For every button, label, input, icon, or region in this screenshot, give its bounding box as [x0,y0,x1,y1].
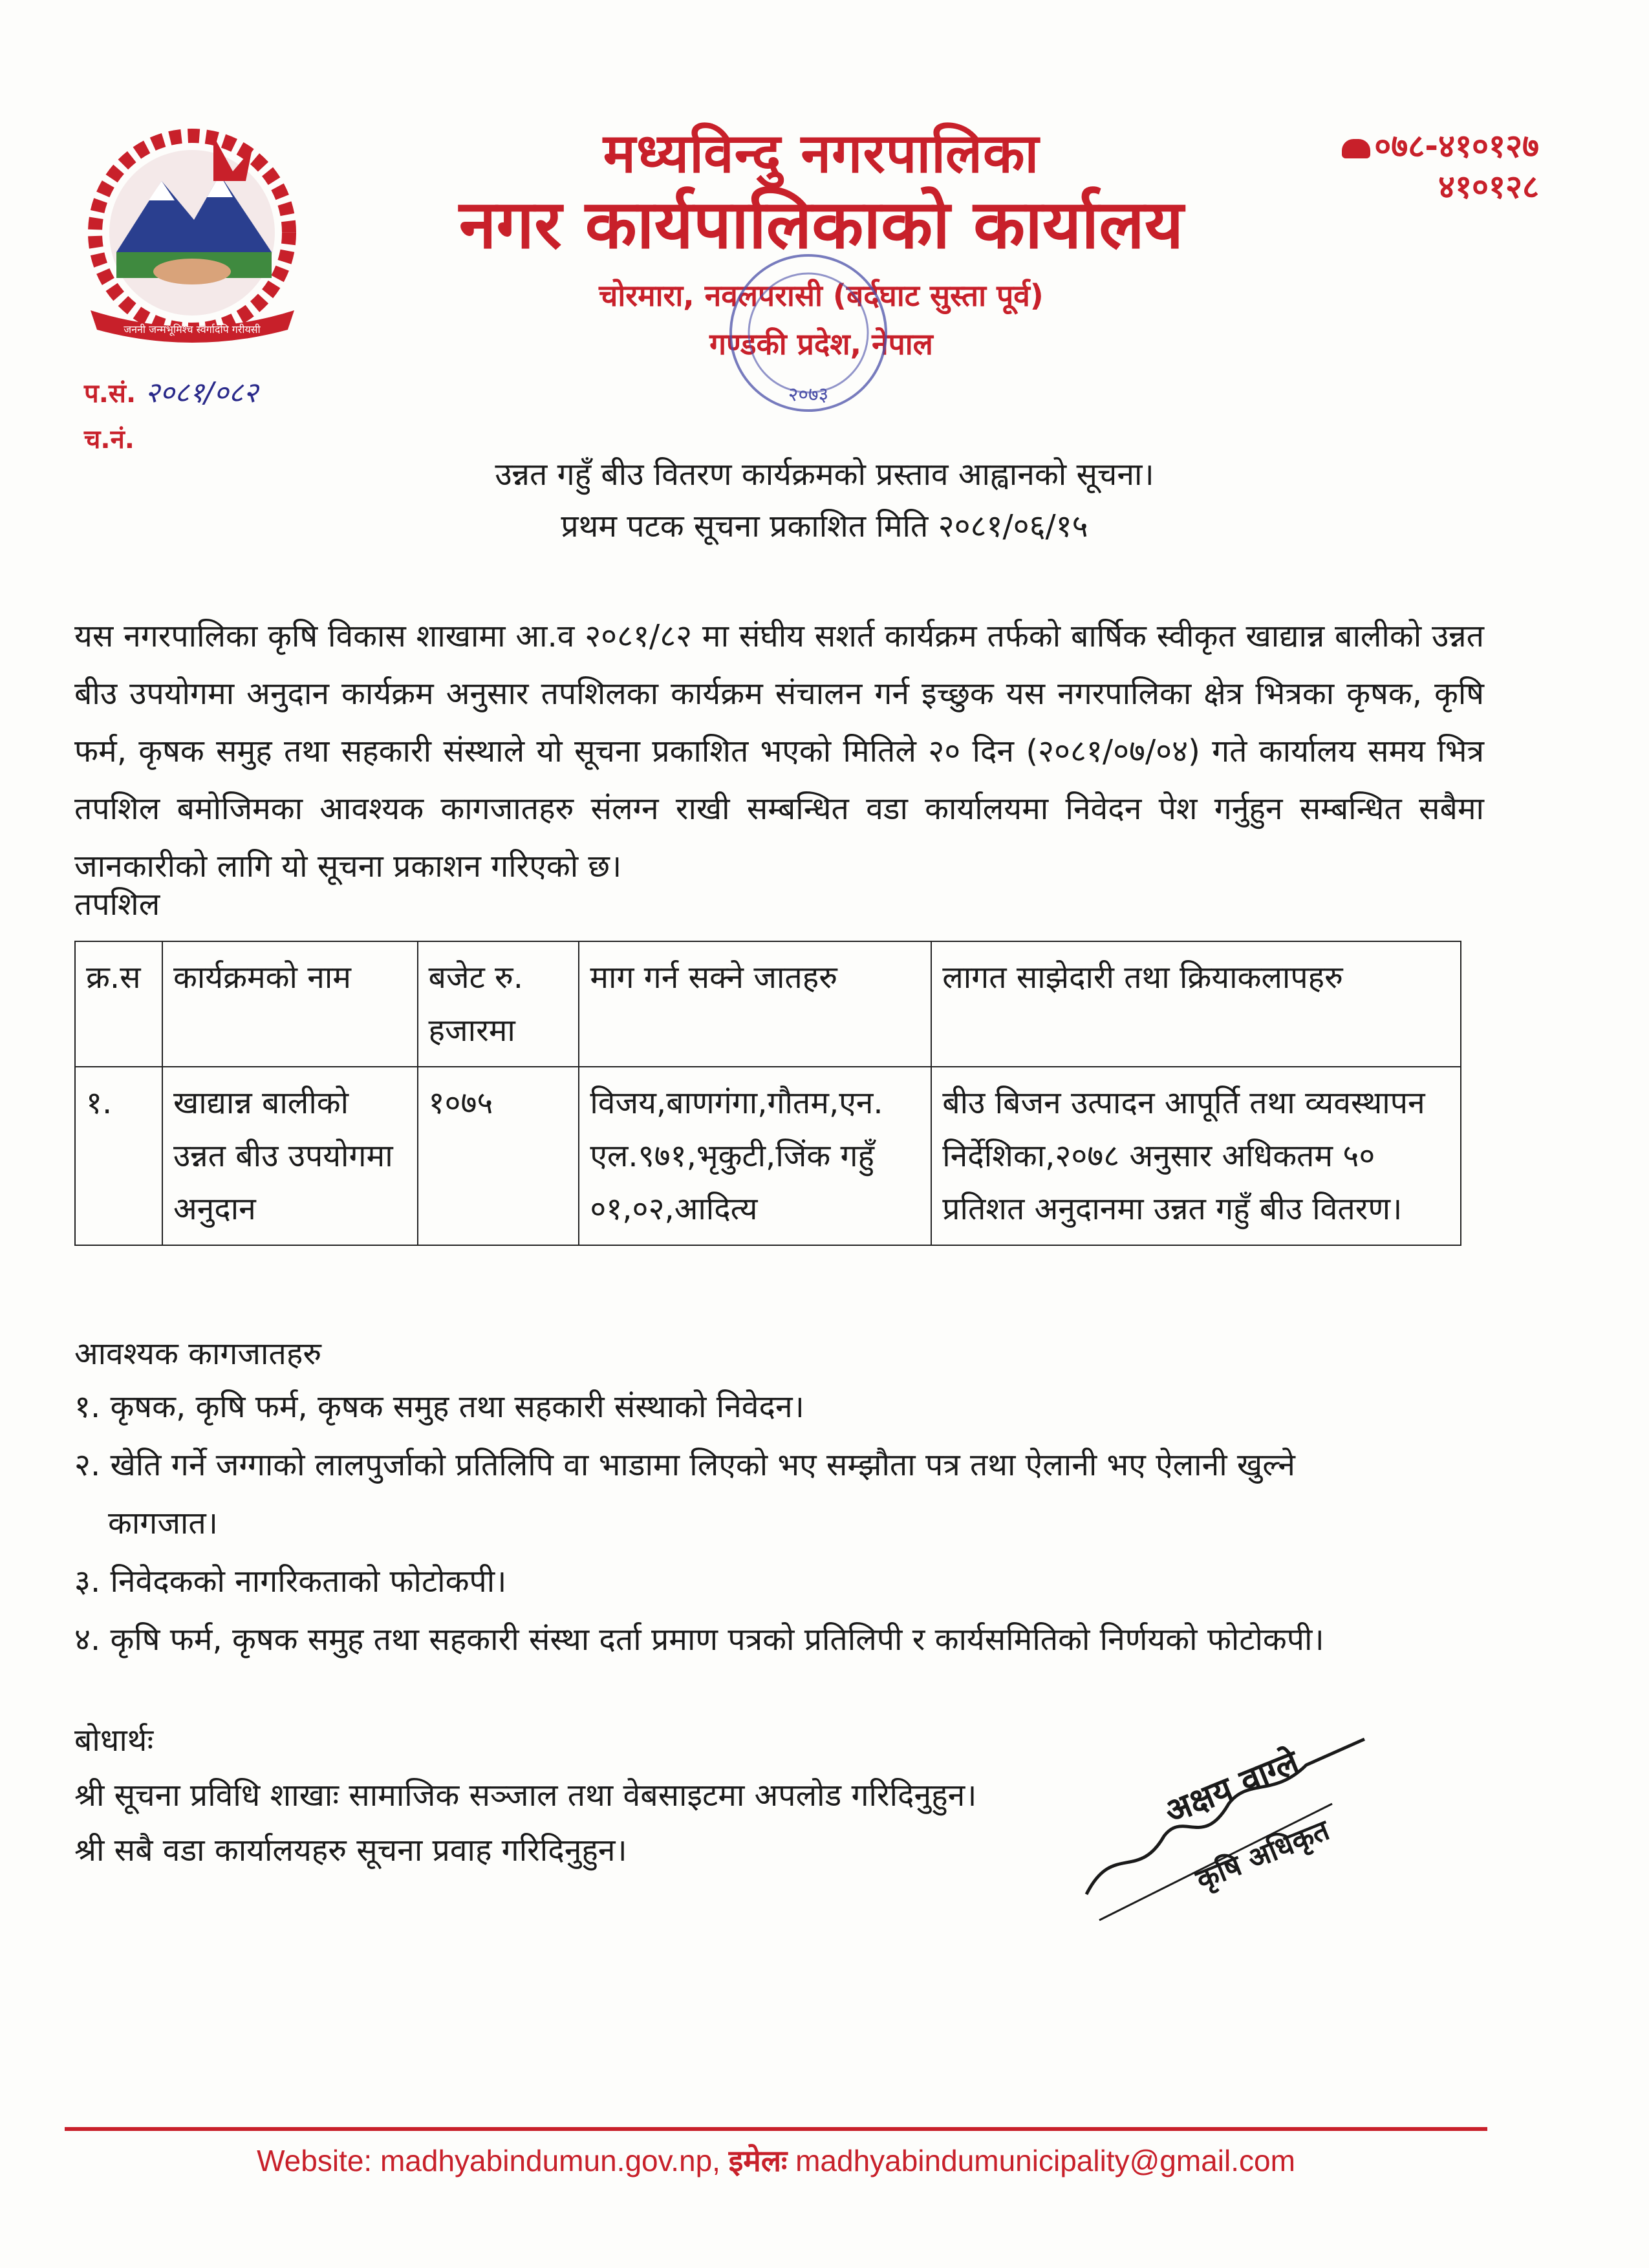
list-item: १. कृषक, कृषि फर्म, कृषक समुह तथा सहकारी संस्थाको निवेदन। [74,1389,804,1425]
list-item: ३. निवेदकको नागरिकताको फोटोकपी। [74,1563,507,1599]
website-link[interactable]: madhyabindumun.gov.np, [380,2144,720,2177]
tapasil-label: तपशिल [74,886,160,923]
bodhartha-line: श्री सबै वडा कार्यालयहरु सूचना प्रवाह गरिदिनुहुन। [74,1832,627,1868]
office-province: गण्डकी प्रदेश, नेपाल [709,326,933,361]
notice-title: उन्नत गहुँ बीउ वितरण कार्यक्रमको प्रस्ताव आह्वानको सूचना। [495,456,1154,493]
phone-number-2: ४१०१२८ [1438,167,1539,206]
stamp-year: २०७३ [788,383,829,406]
telephone-icon [1342,139,1370,158]
footer-divider [65,2127,1487,2131]
office-address: चोरमारा, नवलपरासी (बर्दघाट सुस्ता पूर्व) [599,278,1044,313]
table-header: बजेट रु. हजारमा [418,941,579,1067]
table-header: माग गर्न सक्ने जातहरु [579,941,931,1067]
email-label: इमेलः [728,2144,788,2177]
list-item: कागजात। [108,1505,218,1541]
table-header-row [75,941,1461,1067]
list-item: ४. कृषि फर्म, कृषक समुह तथा सहकारी संस्था दर्ता प्रमाण पत्रको प्रतिलिपी र कार्यसमितिको निर्णयको फोटोकपी। [74,1621,1324,1658]
office-name: नगर कार्यपालिकाको कार्यालय [458,185,1184,264]
ref-value: २०८१/०८२ [145,376,259,409]
table-header: क्र.स [75,941,162,1067]
list-item: २. खेति गर्ने जग्गाको लालपुर्जाको प्रतिलिपि वा भाडामा लिएको भए सम्झौता पत्र तथा ऐलानी भए ऐलानी खुल्ने [74,1447,1295,1483]
table-row [75,1067,1461,1245]
table-header: लागत साझेदारी तथा क्रियाकलापहरु [931,941,1461,1067]
reference-number [84,372,258,411]
signature-scribble [1061,1726,1397,1940]
nepal-emblem-logo [65,123,320,356]
ref-label: प.सं. [84,379,136,409]
program-table [74,941,1461,1246]
emblem-motto: जननी जन्मभूमिश्च स्वर्गादपि गरीयसी [124,323,261,336]
table-cell: विजय,बाणगंगा,गौतम,एन. एल.९७१,भृकुटी,जिंक गहुँ ०१,०२,आदित्य [579,1067,931,1245]
municipality-name: मध्यविन्दु नगरपालिका [603,122,1040,185]
phone-block [1267,126,1539,207]
footer [65,2140,1487,2180]
signatory-name: अक्षय वाग्ले [1159,1742,1305,1832]
requirements-list [74,1380,1484,1671]
notice-body: यस नगरपालिका कृषि विकास शाखामा आ.व २०८१/८२ मा संघीय सशर्त कार्यक्रम तर्फको बार्षिक स्वीकृत खाद्यान्न बालीको उन्नत बीउ उपयोगमा अनुदान कार्यक्रम अनुसार तपशिलका कार्यक्रम संचालन गर्न इच्छुक यस नगरपालिका क्षेत्र भित्रका कृषक, कृषि फर्म, कृषक समुह तथा सहकारी संस्थाले यो सूचना प्रकाशित भएको मितिले २० दिन (२०८१/०७/०४) गते कार्यालय समय भित्र तपशिल बमोजिमका आवश्यक कागजातहरु संलग्न राखी सम्बन्धित वडा कार्यालयमा निवेदन पेश गर्नुहुन सम्बन्धित सबैमा जानकारीको लागि यो सूचना प्रकाशन गरिएको छ। [74,618,1484,884]
table-header: कार्यक्रमको नाम [162,941,418,1067]
requirements-title: आवश्यक कागजातहरु [74,1336,322,1372]
chalani-label: च.नं. [84,425,135,455]
table-cell: बीउ बिजन उत्पादन आपूर्ति तथा व्यवस्थापन निर्देशिका,२०७८ अनुसार अधिकतम ५० प्रतिशत अनुदानमा उन्नत गहुँ बीउ वितरण। [931,1067,1461,1245]
table-cell: खाद्यान्न बालीको उन्नत बीउ उपयोगमा अनुदान [162,1067,418,1245]
bodhartha-section [74,1713,976,1878]
table-cell: १. [75,1067,162,1245]
publish-date: प्रथम पटक सूचना प्रकाशित मिति २०८१/०६/१५ [561,508,1088,544]
bodhartha-line: श्री सूचना प्रविधि शाखाः सामाजिक सञ्जाल तथा वेबसाइटमा अपलोड गरिदिनुहुन। [74,1777,977,1813]
table-cell: १०७५ [418,1067,579,1245]
signatory-designation: कृषि अधिकृत [1191,1813,1334,1897]
website-label: Website: [257,2144,372,2177]
phone-number-1: ०७८-४१०१२७ [1374,127,1539,165]
official-stamp [698,239,918,433]
bodhartha-title: बोधार्थः [74,1722,154,1759]
email-link[interactable]: madhyabindumunicipality@gmail.com [795,2144,1295,2177]
